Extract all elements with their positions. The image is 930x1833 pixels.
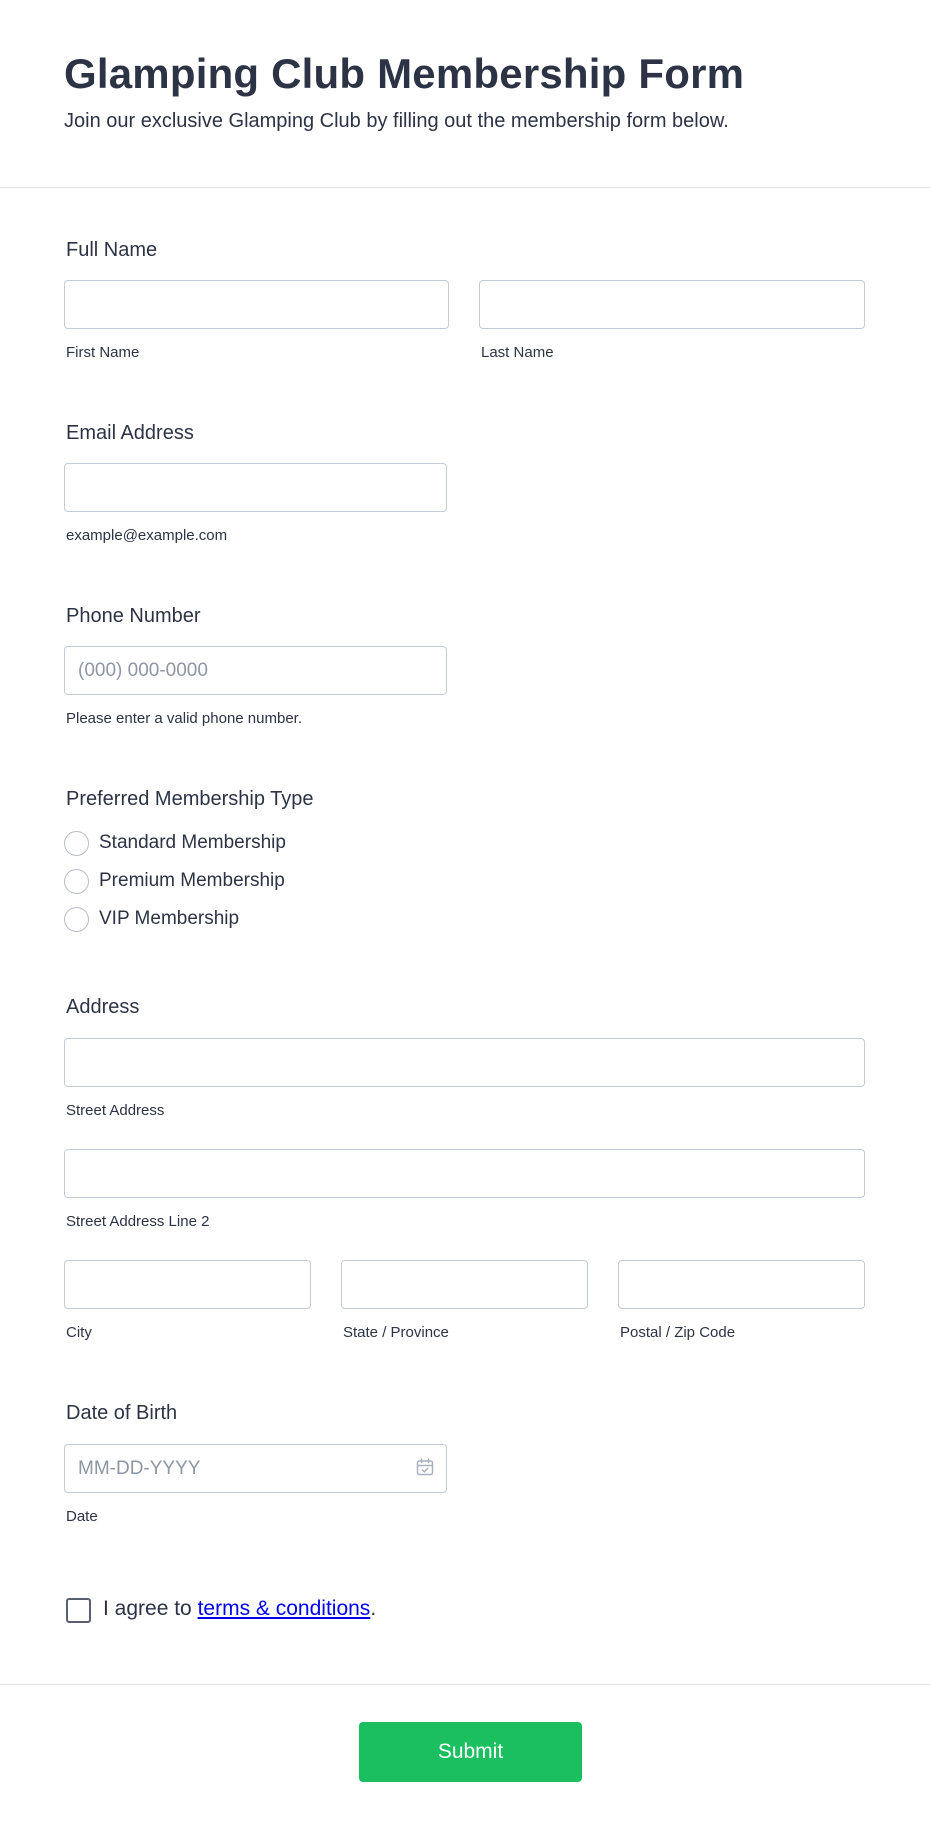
submit-button[interactable]: Submit <box>359 1722 582 1782</box>
full-name-label: Full Name <box>66 239 158 261</box>
phone-input[interactable] <box>64 646 447 695</box>
address-label: Address <box>66 996 140 1018</box>
radio-option-label: Standard Membership <box>99 832 286 853</box>
street-address-sublabel: Street Address <box>66 1102 165 1119</box>
email-sublabel: example@example.com <box>66 527 228 544</box>
state-input[interactable] <box>341 1260 588 1309</box>
phone-sublabel: Please enter a valid phone number. <box>66 710 302 727</box>
dob-label: Date of Birth <box>66 1402 178 1424</box>
first-name-sublabel: First Name <box>66 344 140 361</box>
footer-divider <box>0 1684 930 1685</box>
radio-option-label: VIP Membership <box>99 908 240 929</box>
calendar-icon[interactable] <box>415 1457 435 1477</box>
last-name-sublabel: Last Name <box>481 344 554 361</box>
terms-prefix: I agree to <box>103 1597 198 1620</box>
terms-text <box>103 1597 376 1621</box>
dob-field-wrapper <box>64 1444 447 1493</box>
zip-input[interactable] <box>618 1260 865 1309</box>
radio-option-standard[interactable] <box>64 829 286 857</box>
radio-option-premium[interactable] <box>64 867 285 895</box>
radio-button[interactable] <box>64 907 89 932</box>
phone-label: Phone Number <box>66 605 201 627</box>
membership-label: Preferred Membership Type <box>66 788 314 810</box>
email-label: Email Address <box>66 422 194 444</box>
radio-button[interactable] <box>64 869 89 894</box>
email-input[interactable] <box>64 463 447 512</box>
header-divider <box>0 187 930 188</box>
terms-link[interactable]: terms & conditions <box>197 1597 371 1620</box>
radio-button[interactable] <box>64 831 89 856</box>
terms-checkbox[interactable] <box>66 1598 91 1623</box>
radio-option-vip[interactable] <box>64 905 239 933</box>
state-sublabel: State / Province <box>343 1324 449 1341</box>
form-title: Glamping Club Membership Form <box>64 50 745 97</box>
city-sublabel: City <box>66 1324 92 1341</box>
terms-suffix: . <box>370 1597 377 1620</box>
dob-input[interactable] <box>64 1444 447 1493</box>
dob-sublabel: Date <box>66 1508 98 1525</box>
street-address-input[interactable] <box>64 1038 865 1087</box>
radio-option-label: Premium Membership <box>99 870 285 891</box>
city-input[interactable] <box>64 1260 311 1309</box>
form-subtitle: Join our exclusive Glamping Club by filling out the membership form below. <box>64 110 729 132</box>
last-name-input[interactable] <box>479 280 865 329</box>
zip-sublabel: Postal / Zip Code <box>620 1324 736 1341</box>
street-address-line2-input[interactable] <box>64 1149 865 1198</box>
street-address-line2-sublabel: Street Address Line 2 <box>66 1213 210 1230</box>
first-name-input[interactable] <box>64 280 449 329</box>
